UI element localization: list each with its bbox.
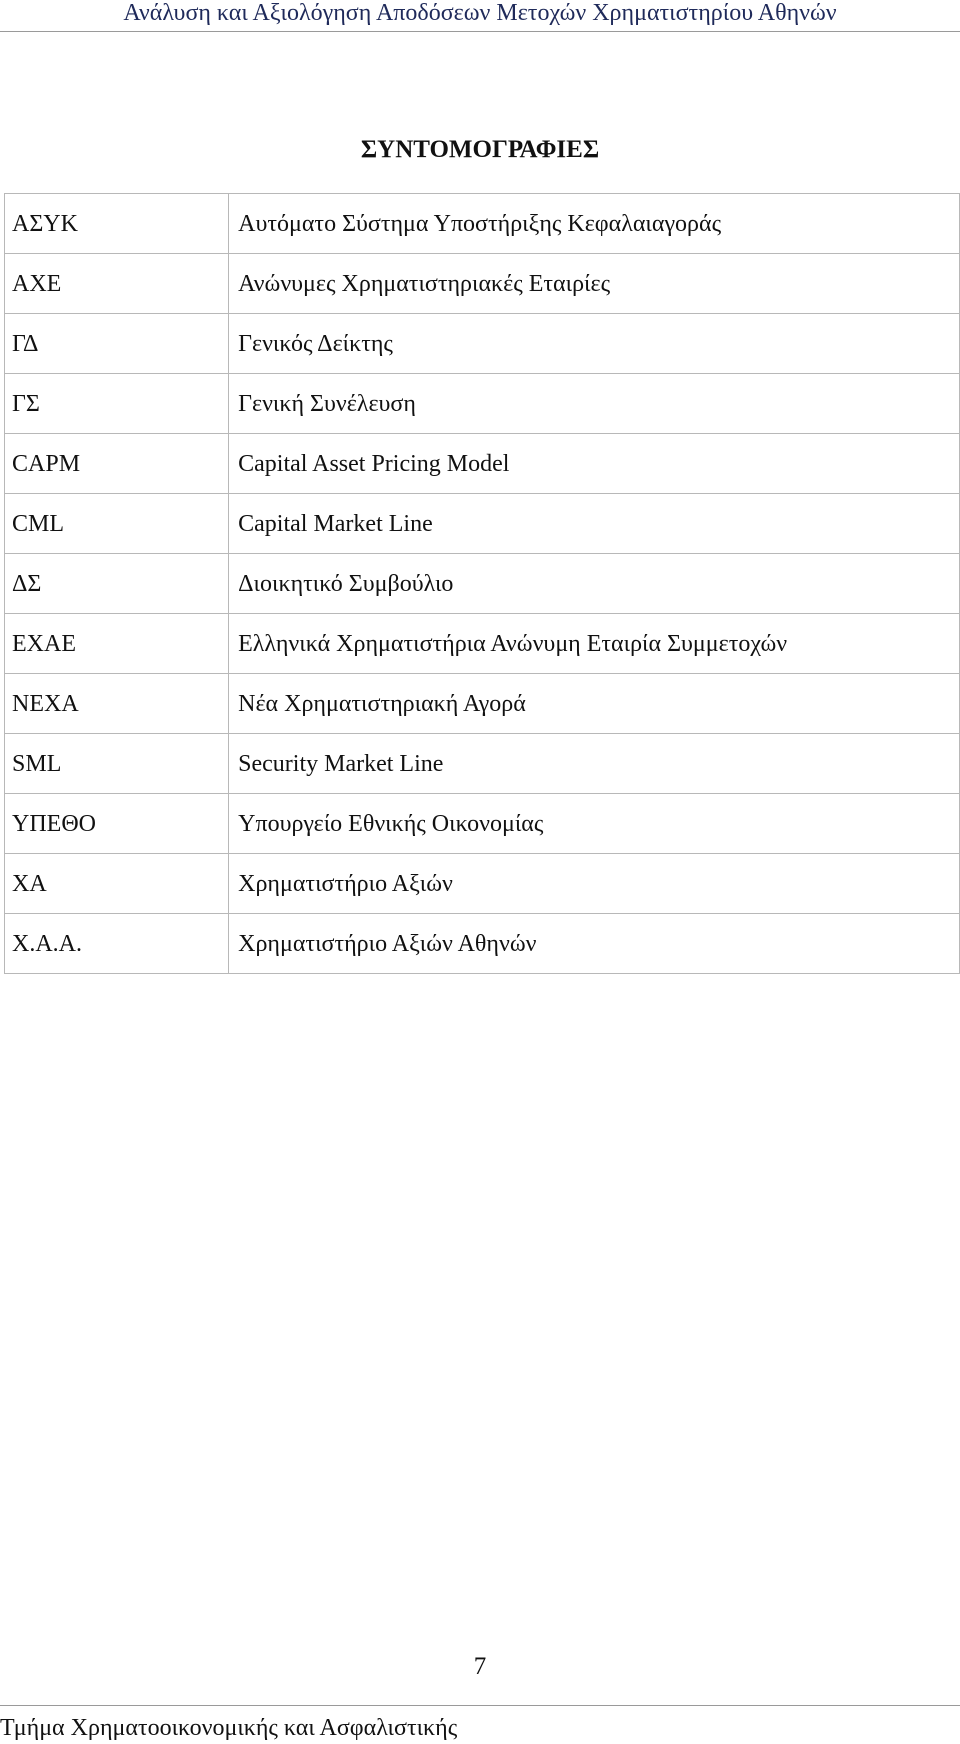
abbreviation-term: ΑΧΕ: [5, 254, 229, 314]
abbreviation-definition: Capital Asset Pricing Model: [229, 434, 960, 494]
abbreviation-definition: Capital Market Line: [229, 494, 960, 554]
table-row: [5, 554, 960, 614]
running-footer: Τμήμα Χρηματοοικονομικής και Ασφαλιστικής: [0, 1715, 458, 1741]
abbreviation-term: ΑΣΥΚ: [5, 194, 229, 254]
table-row: [5, 374, 960, 434]
abbreviation-term: ΕΧΑΕ: [5, 614, 229, 674]
abbreviation-definition: Υπουργείο Εθνικής Οικονομίας: [229, 794, 960, 854]
abbreviation-definition: Ανώνυμες Χρηματιστηριακές Εταιρίες: [229, 254, 960, 314]
abbreviation-definition: Ελληνικά Χρηματιστήρια Ανώνυμη Εταιρία Συμμετοχών: [229, 614, 960, 674]
table-row: [5, 914, 960, 974]
abbreviation-definition: Νέα Χρηματιστηριακή Αγορά: [229, 674, 960, 734]
footer-divider: [0, 1705, 960, 1706]
table-row: [5, 854, 960, 914]
abbreviation-term: Χ.Α.Α.: [5, 914, 229, 974]
section-title: ΣΥΝΤΟΜΟΓΡΑΦΙΕΣ: [360, 136, 600, 163]
abbreviation-definition: Χρηματιστήριο Αξιών Αθηνών: [229, 914, 960, 974]
abbreviation-definition: Γενική Συνέλευση: [229, 374, 960, 434]
running-header-text: Ανάλυση και Αξιολόγηση Αποδόσεων Μετοχών Χρηματιστηρίου Αθηνών: [123, 0, 837, 26]
abbreviation-term: ΧΑ: [5, 854, 229, 914]
abbreviation-term: ΝΕΧΑ: [5, 674, 229, 734]
abbreviation-term: SML: [5, 734, 229, 794]
abbreviation-definition: Χρηματιστήριο Αξιών: [229, 854, 960, 914]
running-header: [0, 0, 960, 32]
abbreviation-term: ΓΔ: [5, 314, 229, 374]
table-row: [5, 434, 960, 494]
abbreviation-definition: Security Market Line: [229, 734, 960, 794]
abbreviation-term: ΓΣ: [5, 374, 229, 434]
page-number: 7: [473, 1653, 487, 1680]
abbreviation-term: CML: [5, 494, 229, 554]
table-row: [5, 674, 960, 734]
table-row: [5, 734, 960, 794]
abbreviation-term: ΥΠΕΘΟ: [5, 794, 229, 854]
table-row: [5, 194, 960, 254]
abbreviation-definition: Αυτόματο Σύστημα Υποστήριξης Κεφαλαιαγοράς: [229, 194, 960, 254]
abbreviation-term: ΔΣ: [5, 554, 229, 614]
table-row: [5, 314, 960, 374]
abbreviation-definition: Γενικός Δείκτης: [229, 314, 960, 374]
table-row: [5, 494, 960, 554]
table-row: [5, 254, 960, 314]
table-row: [5, 614, 960, 674]
abbreviation-term: CAPM: [5, 434, 229, 494]
abbreviations-table: [4, 193, 960, 974]
abbreviation-definition: Διοικητικό Συμβούλιο: [229, 554, 960, 614]
table-row: [5, 794, 960, 854]
